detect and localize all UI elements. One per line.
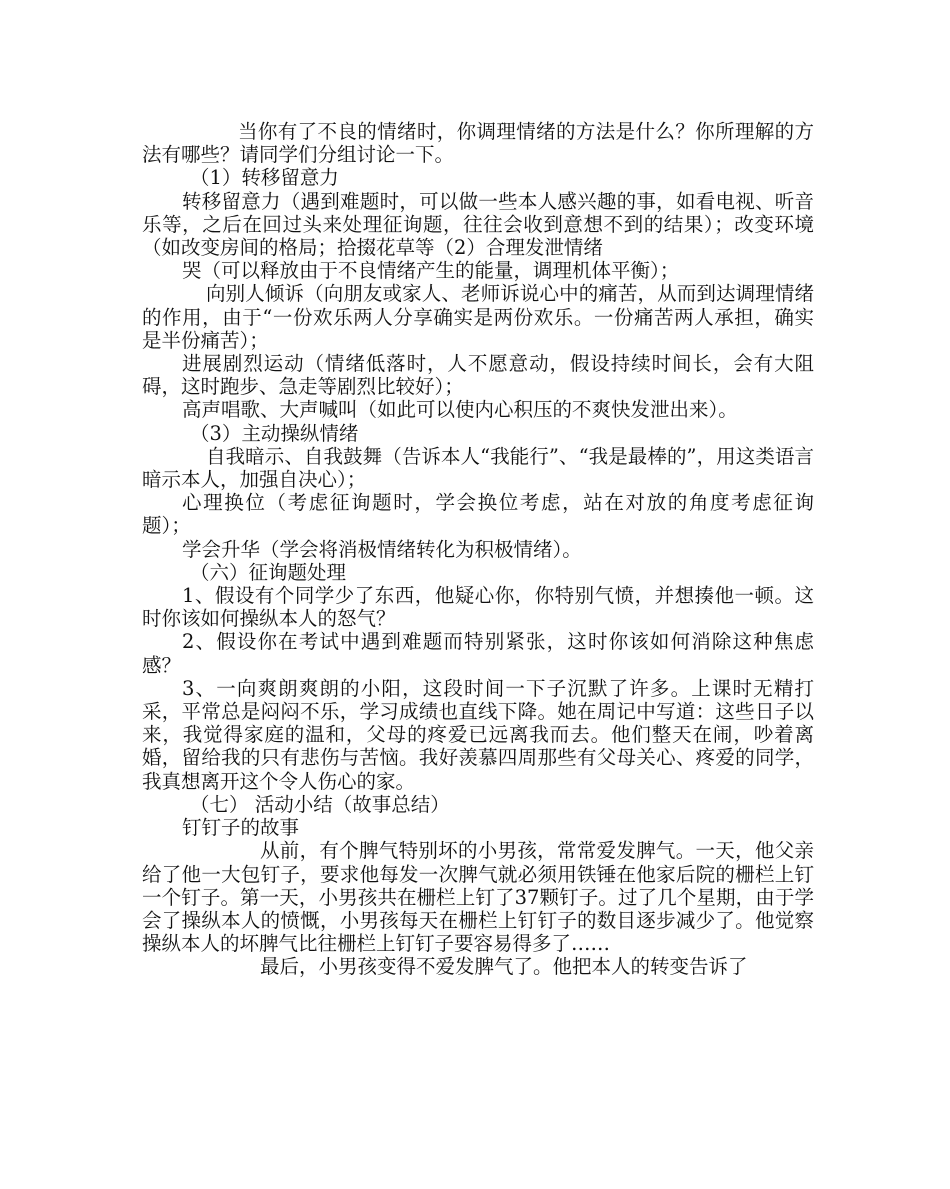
paragraph-4: 哭（可以释放由于不良情绪产生的能量，调理机体平衡）；	[182, 259, 680, 283]
paragraph-19: 最后，小男孩变得不爱发脾气了。他把本人的转变告诉了	[260, 955, 748, 979]
document-page	[142, 120, 814, 979]
paragraph-18: 从前，有个脾气特别坏的小男孩，常常爱发脾气。一天，他父亲给了他一大包钉子，要求他每发一次脾气就必须用铁锤在他家后院的栅栏上钉一个钉子。第一天，小男孩共在栅栏上钉了37颗钉子。过了几个星期，由于学会了操纵本人的愤慨，小男孩每天在栅栏上钉钉子的数目逐步减少了。他觉察操纵本人的坏脾气比往栅栏上钉钉子要容易得多了……	[142, 839, 814, 956]
paragraph-3: 转移留意力（遇到难题时，可以做一些本人感兴趣的事，如看电视、听音乐等，之后在回过头来处理征询题，往往会收到意想不到的结果）；改变环境（如改变房间的格局；拾掇花草等（2）合理发泄情绪	[142, 189, 814, 260]
paragraph-12: （六）征询题处理	[190, 560, 347, 584]
paragraph-9: 自我暗示、自我鼓舞（告诉本人“我能行”、“我是最棒的”，用这类语言暗示本人，加强自决心）；	[142, 444, 814, 492]
paragraph-13: 1、假设有个同学少了东西，他疑心你，你特别气愤，并想揍他一顿。这时你该如何操纵本人的怒气？	[142, 584, 814, 631]
paragraph-8: （3）主动操纵情绪	[190, 421, 359, 445]
paragraph-15: 3、一向爽朗爽朗的小阳，这段时间一下子沉默了许多。上课时无精打采，平常总是闷闷不乐，学习成绩也直线下降。她在周记中写道：这些日子以来，我觉得家庭的温和，父母的疼爱已远离我而去。他们整天在闹，吵着离婚，留给我的只有悲伤与苦恼。我好羡慕四周那些有父母关心、疼爱的同学，我真想离开这个令人伤心的家。	[142, 676, 814, 793]
paragraph-1: 当你有了不良的情绪时，你调理情绪的方法是什么？你所理解的方法有哪些？请同学们分组讨论一下。	[142, 120, 814, 167]
paragraph-11: 学会升华（学会将消极情绪转化为积极情绪）。	[182, 537, 582, 561]
paragraph-7: 高声唱歌、大声喊叫（如此可以使内心积压的不爽快发泄出来）。	[182, 398, 738, 422]
paragraph-17: 钉钉子的故事	[182, 816, 300, 840]
paragraph-14: 2、假设你在考试中遇到难题而特别紧张，这时你该如何消除这种焦虑感？	[142, 630, 814, 677]
paragraph-16: （七） 活动小结（故事总结）	[190, 792, 450, 816]
paragraph-2: （1）转移留意力	[190, 166, 339, 190]
paragraph-6: 进展剧烈运动（情绪低落时，人不愿意动，假设持续时间长，会有大阻碍，这时跑步、急走等剧烈比较好）；	[142, 352, 814, 399]
paragraph-5: 向别人倾诉（向朋友或家人、老师诉说心中的痛苦，从而到达调理情绪的作用，由于“一份欢乐两人分享确实是两份欢乐。一份痛苦两人承担，确实是半份痛苦）；	[142, 282, 814, 352]
paragraph-10: 心理换位（考虑征询题时，学会换位考虑，站在对放的角度考虑征询题）；	[142, 491, 814, 538]
